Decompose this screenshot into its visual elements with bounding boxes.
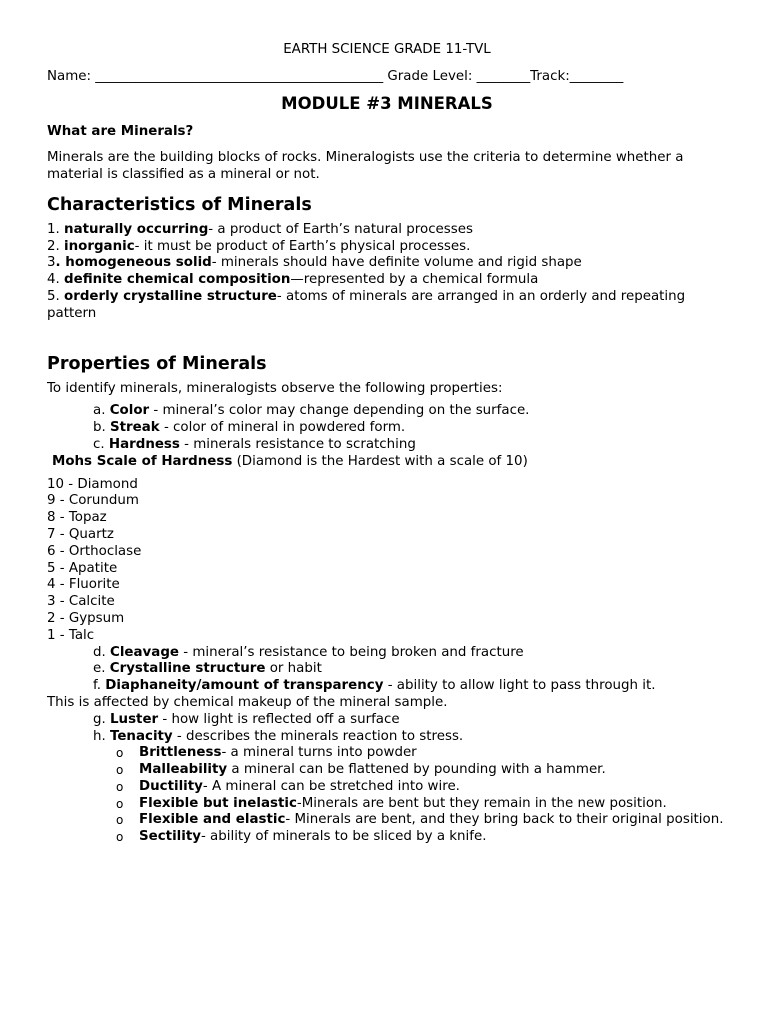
bullet-icon: o bbox=[116, 763, 124, 778]
mohs-scale-list bbox=[47, 477, 727, 645]
course-title: EARTH SCIENCE GRADE 11-TVL bbox=[283, 42, 491, 57]
mohs-item: 9 - Corundum bbox=[47, 493, 139, 509]
worksheet-page bbox=[47, 42, 727, 846]
mohs-item: 4 - Fluorite bbox=[47, 577, 120, 593]
characteristic-item: 5. orderly crystalline structure- atoms of minerals are arranged in an orderly and repeating pattern bbox=[47, 288, 686, 321]
tenacity-item: o Sectility- ability of minerals to be sliced by a knife. bbox=[116, 829, 487, 845]
what-are-text: Minerals are the building blocks of rocks. Mineralogists use the criteria to determine whether a material is classified as a mineral or not. bbox=[47, 150, 684, 182]
module-title: MODULE #3 MINERALS bbox=[281, 93, 493, 113]
mohs-item: 5 - Apatite bbox=[47, 560, 118, 576]
tenacity-item: o Flexible but inelastic-Minerals are bent but they remain in the new position. bbox=[116, 795, 667, 811]
property-item: a. Color - mineral’s color may change depending on the surface. bbox=[93, 403, 530, 419]
tenacity-item: o Brittleness- a mineral turns into powder bbox=[116, 745, 417, 761]
characteristics-heading: Characteristics of Minerals bbox=[47, 194, 312, 215]
characteristic-item: 1. naturally occurring- a product of Earth’s natural processes bbox=[47, 221, 473, 237]
properties-intro: To identify minerals, mineralogists observe the following properties: bbox=[47, 380, 503, 396]
properties-list-gh bbox=[47, 712, 727, 746]
characteristic-item: 2. inorganic- it must be product of Earth’s physical processes. bbox=[47, 238, 471, 254]
name-line: Name: ___________________________________________ Grade Level: ________Track:________ bbox=[47, 68, 624, 84]
mohs-item: 8 - Topaz bbox=[47, 510, 107, 526]
diaphaneity-continuation: This is affected by chemical makeup of the mineral sample. bbox=[47, 694, 448, 710]
bullet-icon: o bbox=[116, 830, 124, 845]
property-item: b. Streak - color of mineral in powdered form. bbox=[93, 420, 406, 436]
properties-heading: Properties of Minerals bbox=[47, 353, 267, 374]
bullet-icon: o bbox=[116, 779, 124, 794]
characteristic-item: 4. definite chemical composition—represented by a chemical formula bbox=[47, 272, 539, 288]
mohs-item: 3 - Calcite bbox=[47, 594, 115, 610]
bullet-icon: o bbox=[116, 746, 124, 761]
mohs-item: 2 - Gypsum bbox=[47, 610, 125, 626]
property-item: e. Crystalline structure or habit bbox=[93, 661, 322, 677]
mohs-item: 1 - Talc bbox=[47, 627, 95, 643]
tenacity-list bbox=[47, 745, 727, 846]
property-item: h. Tenacity - describes the minerals reaction to stress. bbox=[93, 728, 464, 744]
bullet-icon: o bbox=[116, 813, 124, 828]
tenacity-item: o Malleability a mineral can be flattened by pounding with a hammer. bbox=[116, 762, 606, 778]
mohs-heading: Mohs Scale of Hardness (Diamond is the Hardest with a scale of 10) bbox=[52, 453, 528, 469]
properties-list-abc bbox=[47, 403, 727, 453]
mohs-item: 10 - Diamond bbox=[47, 476, 138, 492]
property-item: c. Hardness - minerals resistance to scratching bbox=[93, 436, 416, 452]
property-item: g. Luster - how light is reflected off a surface bbox=[93, 711, 400, 727]
bullet-icon: o bbox=[116, 796, 124, 811]
property-item: d. Cleavage - mineral’s resistance to being broken and fracture bbox=[93, 644, 524, 660]
what-are-heading: What are Minerals? bbox=[47, 124, 194, 140]
tenacity-item: o Ductility- A mineral can be stretched into wire. bbox=[116, 778, 460, 794]
mohs-item: 6 - Orthoclase bbox=[47, 543, 142, 559]
property-item: f. Diaphaneity/amount of transparency - ability to allow light to pass through it. bbox=[93, 678, 656, 694]
mohs-item: 7 - Quartz bbox=[47, 526, 114, 542]
characteristics-list bbox=[47, 222, 727, 323]
properties-list-def bbox=[47, 645, 727, 695]
characteristic-item: 3. homogeneous solid- minerals should have definite volume and rigid shape bbox=[47, 255, 582, 271]
tenacity-item: o Flexible and elastic- Minerals are bent, and they bring back to their original position. bbox=[116, 812, 724, 828]
